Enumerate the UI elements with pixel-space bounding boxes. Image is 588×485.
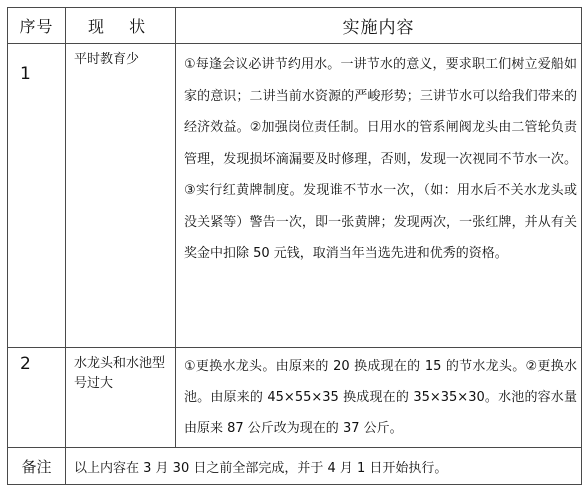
note-row xyxy=(8,448,582,485)
implementation-table xyxy=(7,7,582,485)
row-content: ①更换水龙头。由原来的 20 换成现在的 15 的节水龙头。②更换水池。由原来的 45×55×35 换成现在的 35×35×30。水池的容水量由原来 87 公斤改为现在的 37 公斤。 xyxy=(176,348,582,448)
table-header-row xyxy=(8,8,582,44)
header-no: 序号 xyxy=(8,8,66,44)
note-label: 备注 xyxy=(8,448,66,485)
header-status: 现 状 xyxy=(66,8,176,44)
row-number: 1 xyxy=(8,44,66,348)
table-row xyxy=(8,348,582,448)
row-status: 平时教育少 xyxy=(66,44,176,348)
row-content: ①每逢会议必讲节约用水。一讲节水的意义，要求职工们树立爱船如家的意识；二讲当前水资源的严峻形势；三讲节水可以给我们带来的经济效益。②加强岗位责任制。日用水的管系闸阀龙头由二管轮负责管理，发现损坏滴漏要及时修理，否则，发现一次视同不节水一次。③实行红黄牌制度。发现谁不节水一次，（如：用水后不关水龙头或没关紧等）警告一次，即一张黄牌；发现两次，一张红牌，并从有关奖金中扣除 50 元钱，取消当年当选先进和优秀的资格。 xyxy=(176,44,582,348)
row-number: 2 xyxy=(8,348,66,448)
note-text: 以上内容在 3 月 30 日之前全部完成，并于 4 月 1 日开始执行。 xyxy=(66,448,582,485)
table-row xyxy=(8,44,582,348)
row-status: 水龙头和水池型号过大 xyxy=(66,348,176,448)
header-content: 实施内容 xyxy=(176,8,582,44)
